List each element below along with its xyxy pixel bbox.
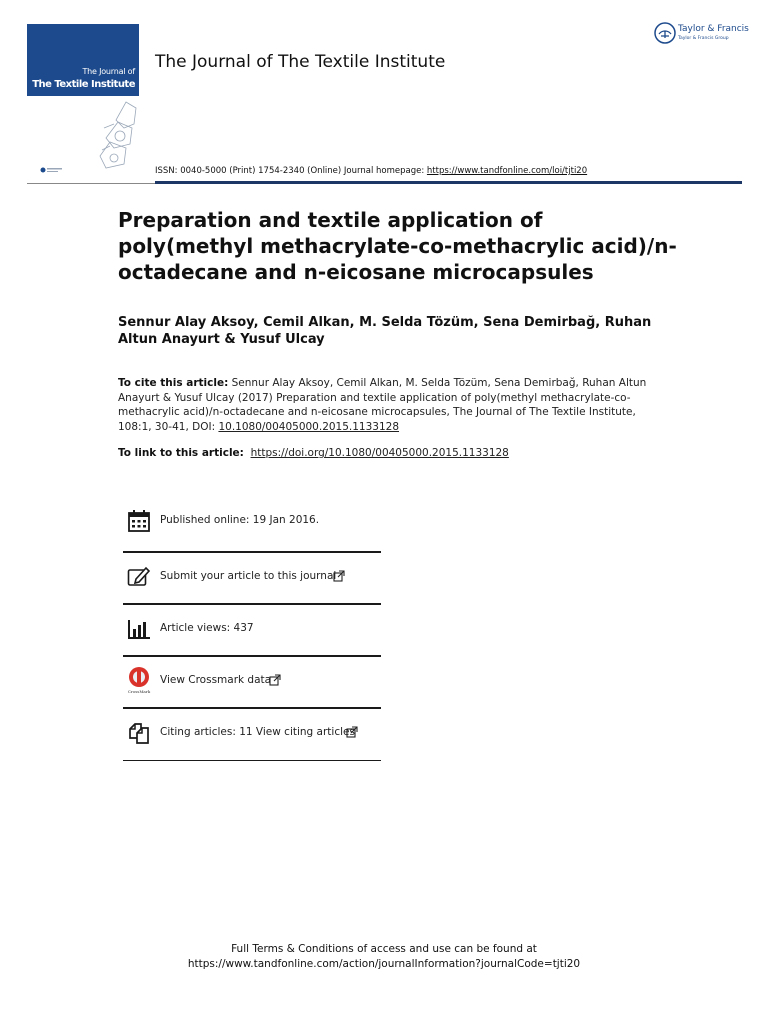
cover-illustration-icon — [96, 98, 140, 170]
issn-line — [155, 166, 587, 176]
citing-articles-link[interactable]: Citing articles: 11 View citing articles — [160, 726, 355, 738]
external-link-icon — [346, 726, 358, 738]
edit-icon — [127, 565, 151, 589]
terms-footer — [0, 942, 768, 972]
views-row — [123, 605, 381, 657]
article-authors: Sennur Alay Aksoy, Cemil Alkan, M. Selda Tözüm, Sena Demirbağ, Ruhan Altun Anayurt & Yusuf Ulcay — [118, 315, 652, 347]
issn-text: ISSN: 0040-5000 (Print) 1754-2340 (Online) Journal homepage: — [155, 166, 427, 176]
crossmark-link[interactable]: View Crossmark data — [160, 674, 272, 686]
cite-text: Sennur Alay Aksoy, Cemil Alkan, M. Selda Tözüm, Sena Demirbağ, Ruhan Altun Anayurt & Yusuf Ulcay (2017) Preparation and textile application of poly(methyl methacrylate-co-methacrylic acid)/n-octadecane and n-eicosane microcapsules, The Journal of The Textile Institute, 108:1, 30-41, DOI: — [118, 377, 647, 433]
article-info-panel — [123, 497, 381, 761]
cite-label: To cite this article: — [118, 377, 229, 389]
citation-block — [118, 376, 658, 434]
cover-line-2: The Textile Institute — [32, 79, 135, 90]
publisher-small-logo-icon — [40, 166, 64, 174]
terms-url[interactable]: https://www.tandfonline.com/action/journalInformation?journalCode=tjti20 — [187, 958, 581, 970]
submit-article-link[interactable]: Submit your article to this journal — [160, 570, 337, 582]
crossmark-caption: CrossMark — [127, 689, 151, 694]
bar-chart-icon — [127, 617, 151, 641]
external-link-icon — [269, 674, 281, 686]
external-link-icon — [333, 570, 345, 582]
publisher-name: Taylor & Francis — [678, 24, 749, 34]
citing-articles-icon — [127, 721, 151, 745]
link-label: To link to this article: — [118, 447, 244, 459]
publisher-group: Taylor & Francis Group — [678, 36, 729, 41]
calendar-icon — [127, 509, 151, 533]
published-date: Published online: 19 Jan 2016. — [160, 514, 320, 526]
citing-row[interactable] — [123, 709, 381, 761]
taylor-francis-logo[interactable] — [654, 22, 749, 48]
cover-line-1: The Journal of — [82, 67, 135, 76]
terms-line-1: Full Terms & Conditions of access and use can be found at — [231, 943, 537, 955]
crossmark-row[interactable] — [123, 657, 381, 709]
header-divider-thick — [155, 181, 742, 184]
journal-homepage-link[interactable]: https://www.tandfonline.com/loi/tjti20 — [426, 166, 588, 176]
article-doi-url-link[interactable]: https://doi.org/10.1080/00405000.2015.1133128 — [250, 447, 509, 459]
article-title: Preparation and textile application of poly(methyl methacrylate-co-methacrylic acid)/n-octadecane and n-eicosane microcapsules — [118, 208, 677, 284]
published-row — [123, 497, 381, 553]
article-link-block — [118, 446, 658, 460]
journal-cover-thumbnail — [27, 24, 139, 96]
taylor-francis-icon — [654, 22, 676, 44]
doi-link[interactable]: 10.1080/00405000.2015.1133128 — [218, 420, 400, 433]
crossmark-icon — [127, 666, 151, 694]
journal-title[interactable]: The Journal of The Textile Institute — [155, 52, 446, 72]
article-views: Article views: 437 — [160, 622, 254, 634]
submit-row[interactable] — [123, 553, 381, 605]
